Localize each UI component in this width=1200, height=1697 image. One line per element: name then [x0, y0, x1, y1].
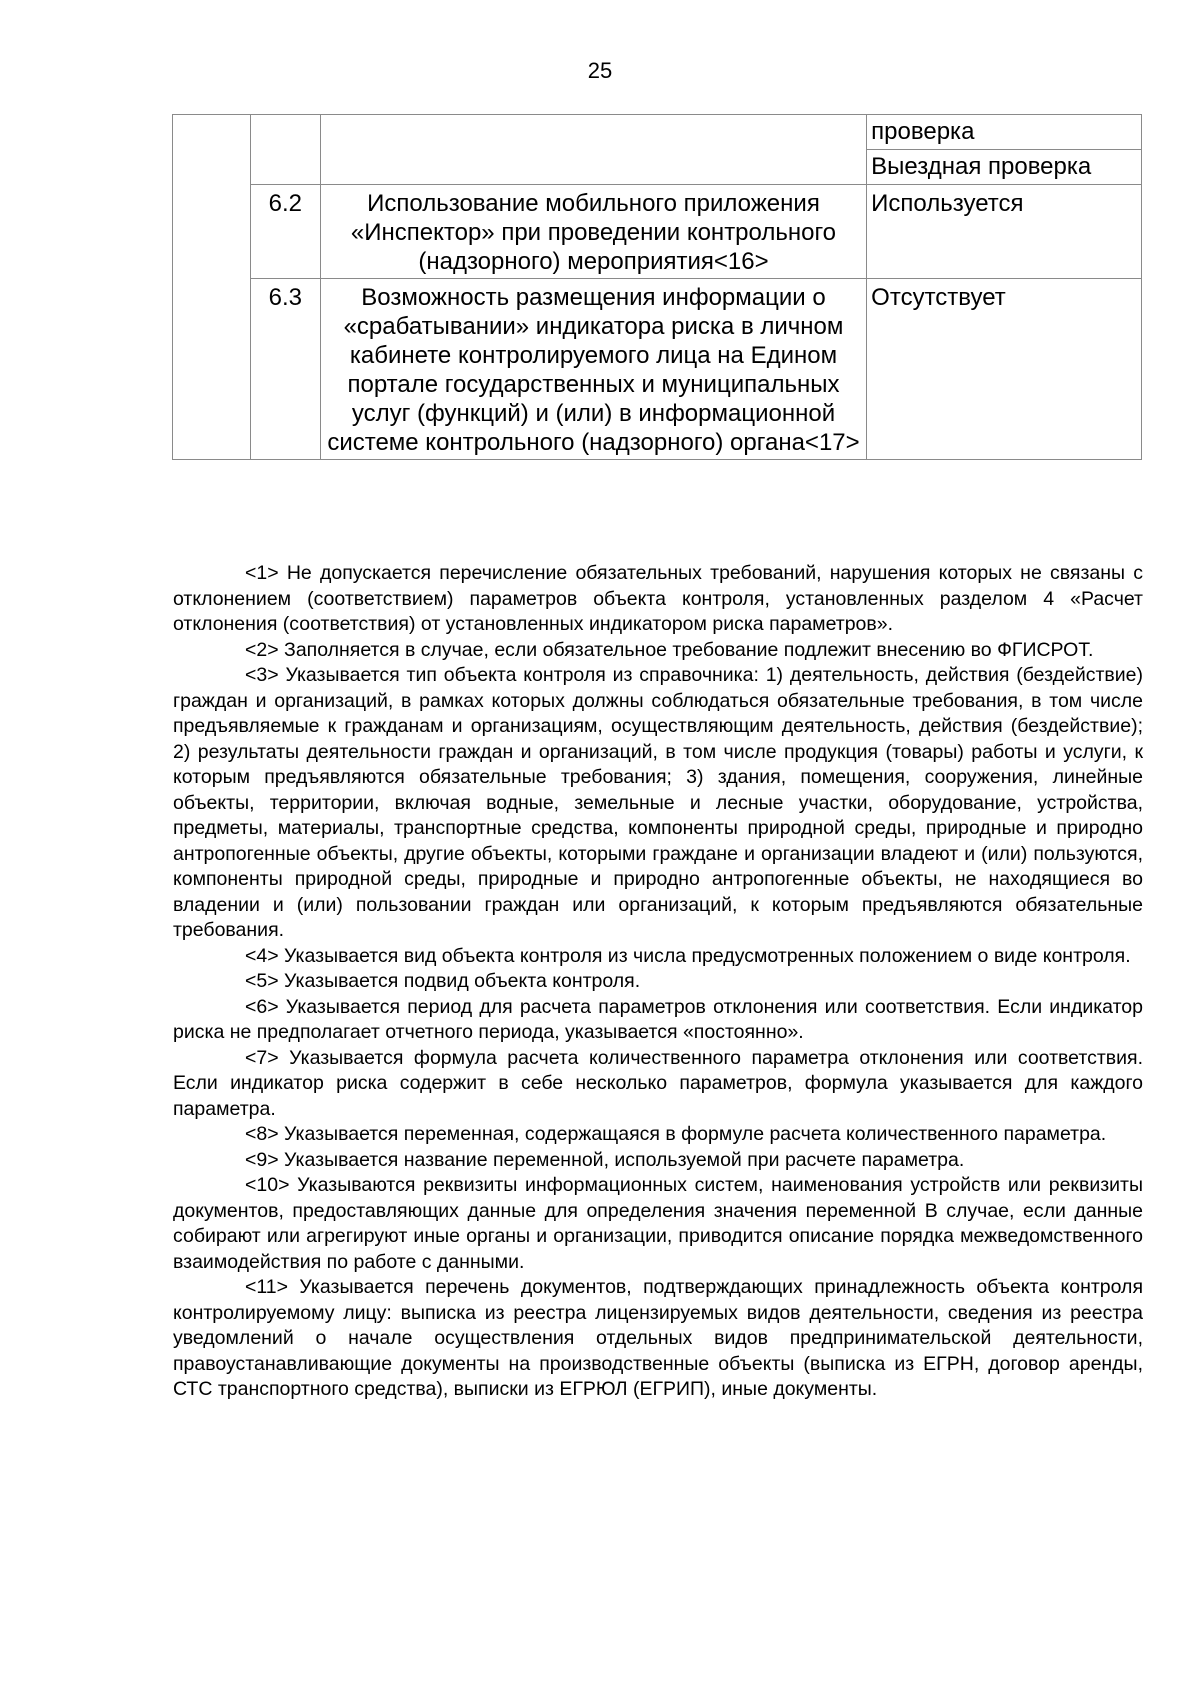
table-cell-num	[250, 115, 320, 185]
table-cell-num: 6.2	[250, 185, 320, 279]
table-cell-desc: Возможность размещения информации о «срабатывании» индикатора риска в личном кабинете контролируемого лица на Едином портале государственных и муниципальных услуг (функций) и (или) в информационной системе контрольного (надзорного) органа<17>	[320, 279, 866, 460]
footnote-7: <7> Указывается формула расчета количественного параметра отклонения или соответствия. Если индикатор риска содержит в себе несколько параметров, формула указывается для каждого параметра.	[173, 1046, 1143, 1120]
footnote-2: <2> Заполняется в случае, если обязательное требование подлежит внесению во ФГИСРОТ.	[245, 638, 1094, 661]
table-cell-desc	[320, 115, 866, 185]
table-cell-value: Выездная проверка	[867, 150, 1142, 185]
footnote-1: <1> Не допускается перечисление обязательных требований, нарушения которых не связаны с отклонением (соответствием) параметров объекта контроля, установленных разделом 4 «Расчет отклонения (соответствия) от установленных индикатором риска параметров».	[173, 562, 1143, 635]
footnote-4: <4> Указывается вид объекта контроля из числа предусмотренных положением о виде контроля.	[245, 944, 1131, 967]
table-cell-num: 6.3	[250, 279, 320, 460]
table-row	[173, 279, 1142, 460]
table-row	[173, 115, 1142, 150]
page-number: 25	[587, 58, 613, 83]
footnote-5: <5> Указывается подвид объекта контроля.	[245, 970, 641, 992]
footnote-3: <3> Указывается тип объекта контроля из справочника: 1) деятельность, действия (бездействие) граждан и организаций, в рамках которых должны соблюдаться обязательные требования, в том числе предъявляемые к гражданам и организациям, осуществляющим деятельность, действия (бездействие); 2) результаты деятельности граждан и организаций, в том числе продукция (товары) работы и услуги, к которым предъявляются обязательные требования; 3) здания, помещения, сооружения, линейные объекты, территории, включая водные, земельные и лесные участки, оборудование, устройства, предметы, материалы, транспортные средства, компоненты природной среды, природные и природно антропогенные объекты, другие объекты, которыми граждане и организации владеют и (или) пользуются, компоненты природной среды, природные и природно антропогенные объекты, не находящиеся во владении и (или) пользовании граждан или организаций, к которым предъявляются обязательные требования.	[173, 664, 1143, 941]
footnote-9: <9> Указывается название переменной, используемой при расчете параметра.	[245, 1148, 965, 1171]
footnotes	[173, 561, 1143, 1403]
table-cell-value: проверка	[867, 115, 1142, 150]
footnote-6: <6> Указывается период для расчета параметров отклонения или соответствия. Если индикатор риска не предполагает отчетного периода, указывается «постоянно».	[173, 995, 1143, 1043]
table-cell-outer	[173, 115, 251, 460]
footnote-8: <8> Указывается переменная, содержащаяся в формуле расчета количественного параметра.	[245, 1123, 1107, 1145]
indicator-table	[172, 114, 1142, 460]
table-cell-value: Используется	[867, 185, 1142, 279]
table-row	[173, 185, 1142, 279]
footnote-11: <11> Указывается перечень документов, подтверждающих принадлежность объекта контроля контролируемому лицу: выписка из реестра лицензируемых видов деятельности, сведения из реестра уведомлений о начале осуществления отдельных видов предпринимательской деятельности, правоустанавливающие документы на производственные объекты (выписка из ЕГРН, договор аренды, СТС транспортного средства), выписки из ЕГРЮЛ (ЕГРИП), иные документы.	[173, 1276, 1143, 1400]
footnote-10: <10> Указываются реквизиты информационных систем, наименования устройств или реквизиты документов, предоставляющих данные для определения значения переменной В случае, если данные собирают или агрегируют иные органы и организации, приводится описание порядка межведомственного взаимодействия по работе с данными.	[173, 1174, 1143, 1273]
table-cell-desc: Использование мобильного приложения «Инспектор» при проведении контрольного (надзорного) мероприятия<16>	[320, 185, 866, 279]
table-cell-value: Отсутствует	[867, 279, 1142, 460]
